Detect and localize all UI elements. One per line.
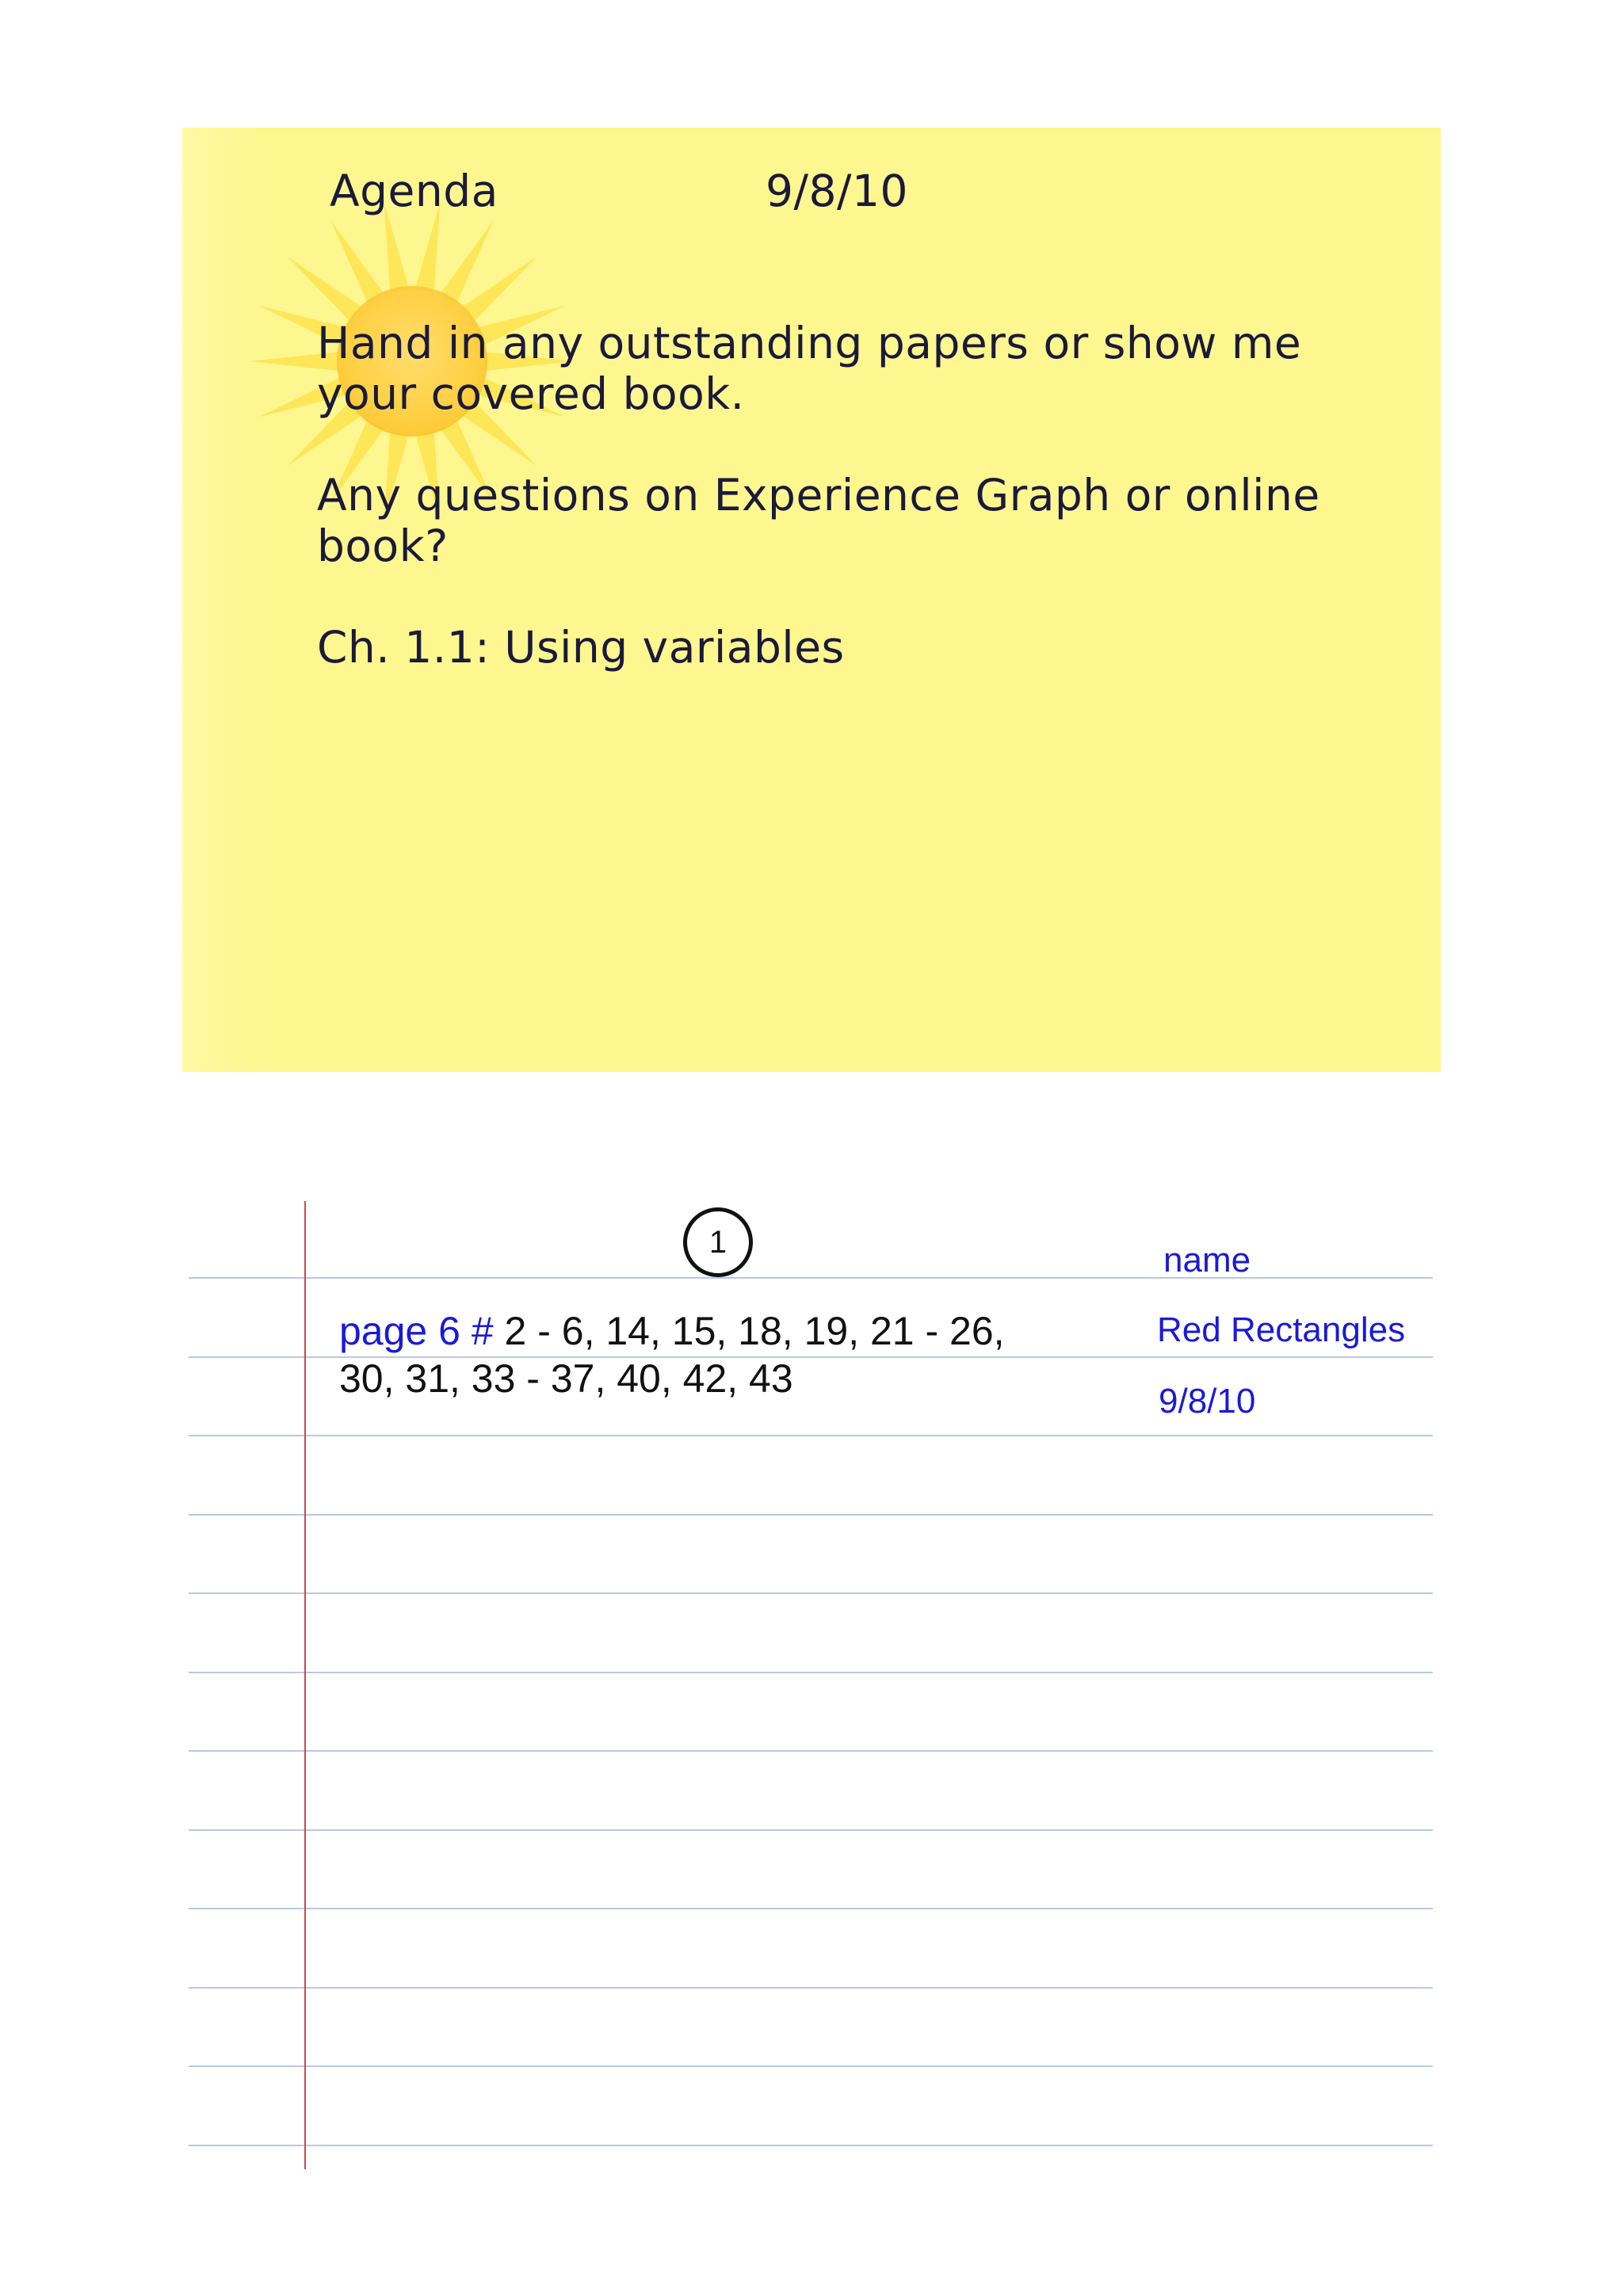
ruled-line (189, 1987, 1433, 1989)
agenda-date: 9/8/10 (766, 166, 909, 216)
ruled-line (189, 1908, 1433, 1909)
homework-line-2: 30, 31, 33 - 37, 40, 42, 43 (339, 1356, 793, 1401)
agenda-item-chapter: Ch. 1.1: Using variables (317, 622, 845, 673)
homework-problems-1: 2 - 6, 14, 15, 18, 19, 21 - 26, (504, 1309, 1005, 1353)
agenda-item-questions: Any questions on Experience Graph or online book? (317, 470, 1320, 571)
page-number-badge: 1 (683, 1207, 753, 1277)
notebook-page (189, 1201, 1433, 2169)
group-name: Red Rectangles (1157, 1310, 1406, 1349)
agenda-slide (182, 128, 1441, 1072)
agenda-title: Agenda (330, 166, 498, 216)
homework-line-1 (339, 1307, 1005, 1355)
ruled-line (189, 1829, 1433, 1831)
ruled-line (189, 1672, 1433, 1673)
ruled-line (189, 2145, 1433, 2146)
ruled-line (189, 1435, 1433, 1436)
ruled-line (189, 1750, 1433, 1752)
agenda-item-papers: Hand in any outstanding papers or show me your covered book. (317, 318, 1302, 419)
margin-line (304, 1201, 306, 2169)
ruled-line (189, 1592, 1433, 1594)
notebook-date: 9/8/10 (1159, 1382, 1256, 1421)
name-label: name (1163, 1241, 1251, 1280)
homework-prefix: page 6 # (339, 1309, 494, 1353)
ruled-line (189, 2065, 1433, 2067)
ruled-line (189, 1514, 1433, 1516)
